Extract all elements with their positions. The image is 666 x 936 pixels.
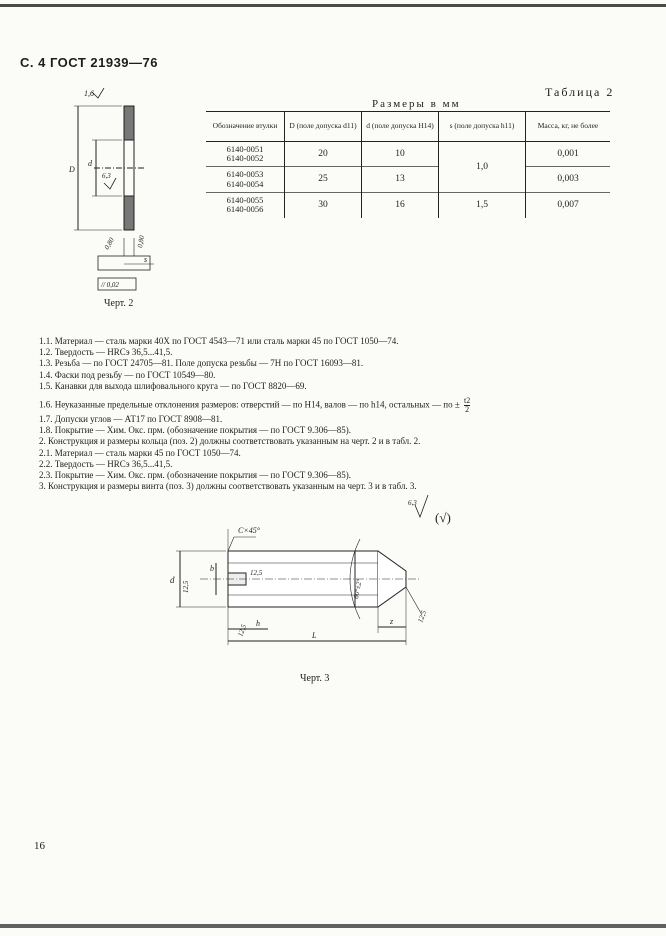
fig2-dim-D: D: [69, 165, 75, 174]
cell-D: 30: [285, 193, 362, 218]
cell-designation: [206, 193, 285, 218]
cell-designation: [206, 141, 285, 167]
table-header-row: [206, 112, 610, 142]
page-number: 16: [34, 840, 45, 852]
dimensions-table: [206, 111, 610, 218]
cell-D: 25: [285, 167, 362, 193]
col-mass: Масса, кг, не более: [526, 112, 611, 142]
cell-d: 13: [362, 167, 439, 193]
table-row: [206, 167, 610, 193]
note-line-with-fraction: [39, 397, 639, 414]
fig3-dim-b: b: [210, 564, 214, 573]
fig2-dim-d: d: [88, 159, 92, 168]
fraction-numerator: t2: [464, 396, 471, 406]
fig2-roughness-top: 1,6: [84, 89, 94, 98]
designation-line: 6140-0053 6140-0054: [226, 169, 264, 189]
cell-mass: 0,003: [526, 167, 611, 193]
figure-2-drawing: [64, 88, 169, 293]
fig2-tolerance-frame: // 0,02: [101, 281, 119, 289]
note-line: 1.6. Неуказанные предельные отклонения размеров: отверстий — по H14, валов — по h14, остальных — по ±: [39, 399, 460, 410]
cell-d: 10: [362, 141, 439, 167]
note-line: 2.3. Покрытие — Хим. Окс. прм. (обозначение покрытия — по ГОСТ 9.306—85).: [39, 470, 351, 481]
note-line: 1.1. Материал — сталь марки 40Х по ГОСТ 4543—71 или сталь марки 45 по ГОСТ 1050—74.: [39, 336, 399, 346]
cell-mass: 0,001: [526, 141, 611, 167]
designation-line: 6140-0055 6140-0056: [226, 195, 264, 215]
requirements-list: [39, 336, 639, 492]
fig2-roughness-a: 0,80: [102, 236, 116, 251]
fig3-roughness-slot: 12,5: [182, 580, 190, 593]
fig3-chamfer: C×45°: [238, 526, 260, 535]
designation-line: 6140-0051 6140-0052: [226, 143, 264, 163]
figure-3-drawing: [160, 495, 460, 665]
fig3-roughness-cone: 12,5: [416, 609, 429, 624]
table-row: [206, 141, 610, 167]
fig3-roughness-general: 6,3: [408, 499, 417, 507]
note-line: 2. Конструкция и размеры кольца (поз. 2) должны соответствовать указанным на черт. 2 и в табл. 2.: [39, 436, 421, 447]
figure-3-caption: Черт. 3: [300, 673, 330, 684]
fig3-roughness-base: 12,5: [236, 623, 249, 638]
fig3-dim-z: z: [390, 617, 394, 626]
figure-2-caption: Черт. 2: [104, 298, 134, 309]
fig3-angle: 60°±2°: [352, 578, 364, 600]
cell-d: 16: [362, 193, 439, 218]
fig2-roughness-b: 0,80: [136, 234, 147, 249]
page-header: С. 4 ГОСТ 21939—76: [20, 55, 158, 70]
note-line: 1.3. Резьба — по ГОСТ 24705—81. Поле допуска резьбы — 7Н по ГОСТ 16093—81.: [39, 358, 364, 369]
fig3-dim-d: d: [170, 575, 175, 585]
note-line: 1.8. Покрытие — Хим. Окс. прм. (обозначение покрытия — по ГОСТ 9.306—85).: [39, 425, 351, 436]
note-line: 1.2. Твердость — HRCэ 36,5...41,5.: [39, 347, 173, 358]
table-title: Таблица 2: [545, 85, 615, 99]
note-line: 3. Конструкция и размеры винта (поз. 3) должны соответствовать указанным на черт. 3 и в табл. 3.: [39, 481, 417, 492]
fig2-dim-s: s: [144, 255, 148, 264]
cell-mass: 0,007: [526, 193, 611, 218]
tolerance-fraction: [464, 397, 470, 414]
col-d: d (поле допуска H14): [362, 112, 439, 142]
note-line: 1.5. Канавки для выхода шлифовального круга — по ГОСТ 8820—69.: [39, 380, 307, 391]
scan-top-edge: [0, 4, 666, 7]
scan-bottom-edge: [0, 924, 666, 928]
fig3-roughness-paren: (√): [435, 510, 451, 525]
cell-D: 20: [285, 141, 362, 167]
note-line: 1.4. Фаски под резьбу — по ГОСТ 10549—80.: [39, 369, 216, 380]
cell-s: 1,0: [439, 141, 526, 192]
fig2-roughness-mid: 6,3: [102, 172, 111, 180]
cell-s: 1,5: [439, 193, 526, 218]
table-row: [206, 193, 610, 218]
col-designation: Обозначение втулки: [206, 112, 285, 142]
fig3-roughness-end: 12,5: [250, 569, 263, 577]
cell-designation: [206, 167, 285, 193]
note-line: 1.7. Допуски углов — АТ17 по ГОСТ 8908—81.: [39, 414, 223, 425]
note-line: 2.2. Твердость — HRCэ 36,5...41,5.: [39, 458, 173, 469]
table-caption: Размеры в мм: [372, 98, 461, 110]
col-s: s (поле допуска h11): [439, 112, 526, 142]
note-line: 2.1. Материал — сталь марки 45 по ГОСТ 1050—74.: [39, 447, 241, 458]
fig3-dim-L: L: [312, 631, 317, 640]
fraction-denominator: 2: [465, 405, 470, 415]
fig3-dim-h: h: [256, 619, 260, 628]
col-D: D (поле допуска d11): [285, 112, 362, 142]
